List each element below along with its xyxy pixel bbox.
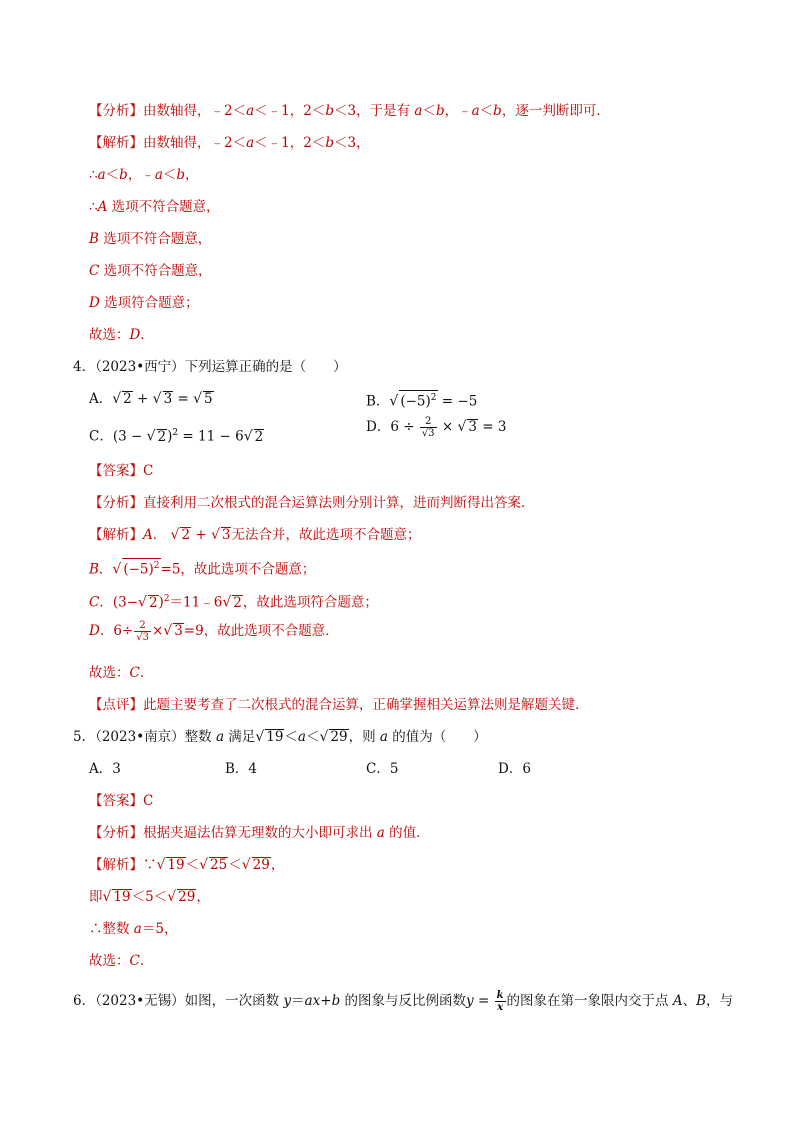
q4-answer: 【答案】C xyxy=(89,463,154,479)
q3-line3: ∴a＜b，﹣a＜b， xyxy=(89,167,199,183)
q5-answer: 【答案】C xyxy=(89,793,154,809)
q4-comment: 【点评】此题主要考查了二次根式的混合运算，正确掌握相关运算法则是解题关键． xyxy=(89,697,589,713)
q4-solution-c: C．(3−√ 2)$^2$＝11﹣6√ 2，故此选项符合题意； xyxy=(89,594,378,611)
q4-option-a: A．√ 2 + √ 3 = √ 5 xyxy=(89,391,213,407)
q5-solution-2: 即√ 19＜5＜√ 29， xyxy=(89,889,210,905)
q5-solution-1: 【解析】∵√ 19＜√ 25＜√ 29， xyxy=(89,857,285,873)
q3-choose: 故选：D． xyxy=(89,327,154,343)
q4-stem: 4．（2023•西宁）下列运算正确的是（ ） xyxy=(73,359,347,375)
q3-solution: 【解析】由数轴得，﹣2＜a＜﹣1，2＜b＜3， xyxy=(89,135,370,151)
q5-option-b: B．4 xyxy=(225,761,258,777)
q6-stem: 6．（2023•无锡）如图，一次函数 y＝ax+b 的图象与反比例函数y = $\frac{k}{x}$ 的图象在第一象限内交于点 A、B，与 xyxy=(73,990,733,1013)
q5-choose: 故选：C． xyxy=(89,953,154,969)
q4-option-b: B．√ $(-5)^2 = -5$ xyxy=(366,390,477,411)
q4-option-c: C．(3 − √ 2)$^2$ = 11 − 6√ 2 xyxy=(89,428,264,445)
q3-line5: B 选项不符合题意， xyxy=(89,231,212,247)
q5-option-a: A．3 xyxy=(89,761,121,777)
q4-choose: 故选：C． xyxy=(89,665,154,681)
q3-line4: ∴A 选项不符合题意， xyxy=(89,199,220,215)
q4-solution-a: 【解析】A． √ 2 + √ 3无法合并，故此选项不合题意； xyxy=(89,527,421,543)
q4-solution-d: D．6÷ $\frac{2}{√3}$ ×√ 3=9，故此选项不合题意． xyxy=(89,620,339,643)
q3-analysis: 【分析】由数轴得，﹣2＜a＜﹣1，2＜b＜3，于是有 a＜b，﹣a＜b，逐一判断即可． xyxy=(89,103,610,119)
q4-option-d: D．6 ÷ $\frac{2}{√3}$ × √ 3 = 3 xyxy=(366,416,507,439)
q4-solution-b: B．√ $(-5)^2=5$，故此选项不合题意； xyxy=(89,558,315,579)
q5-solution-3: ∴整数 a＝5， xyxy=(89,921,178,937)
q3-line6: C 选项不符合题意， xyxy=(89,263,212,279)
q5-option-d: D．6 xyxy=(498,761,531,777)
q4-analysis: 【分析】直接利用二次根式的混合运算法则分别计算，进而判断得出答案． xyxy=(89,495,535,511)
q5-stem: 5．（2023•南京）整数 a 满足√ 19＜a＜√ 29，则 a 的值为（ ） xyxy=(73,729,487,745)
q5-option-c: C．5 xyxy=(366,761,399,777)
q5-analysis: 【分析】根据夹逼法估算无理数的大小即可求出 a 的值． xyxy=(89,825,430,841)
q3-line7: D 选项符合题意； xyxy=(89,295,199,311)
